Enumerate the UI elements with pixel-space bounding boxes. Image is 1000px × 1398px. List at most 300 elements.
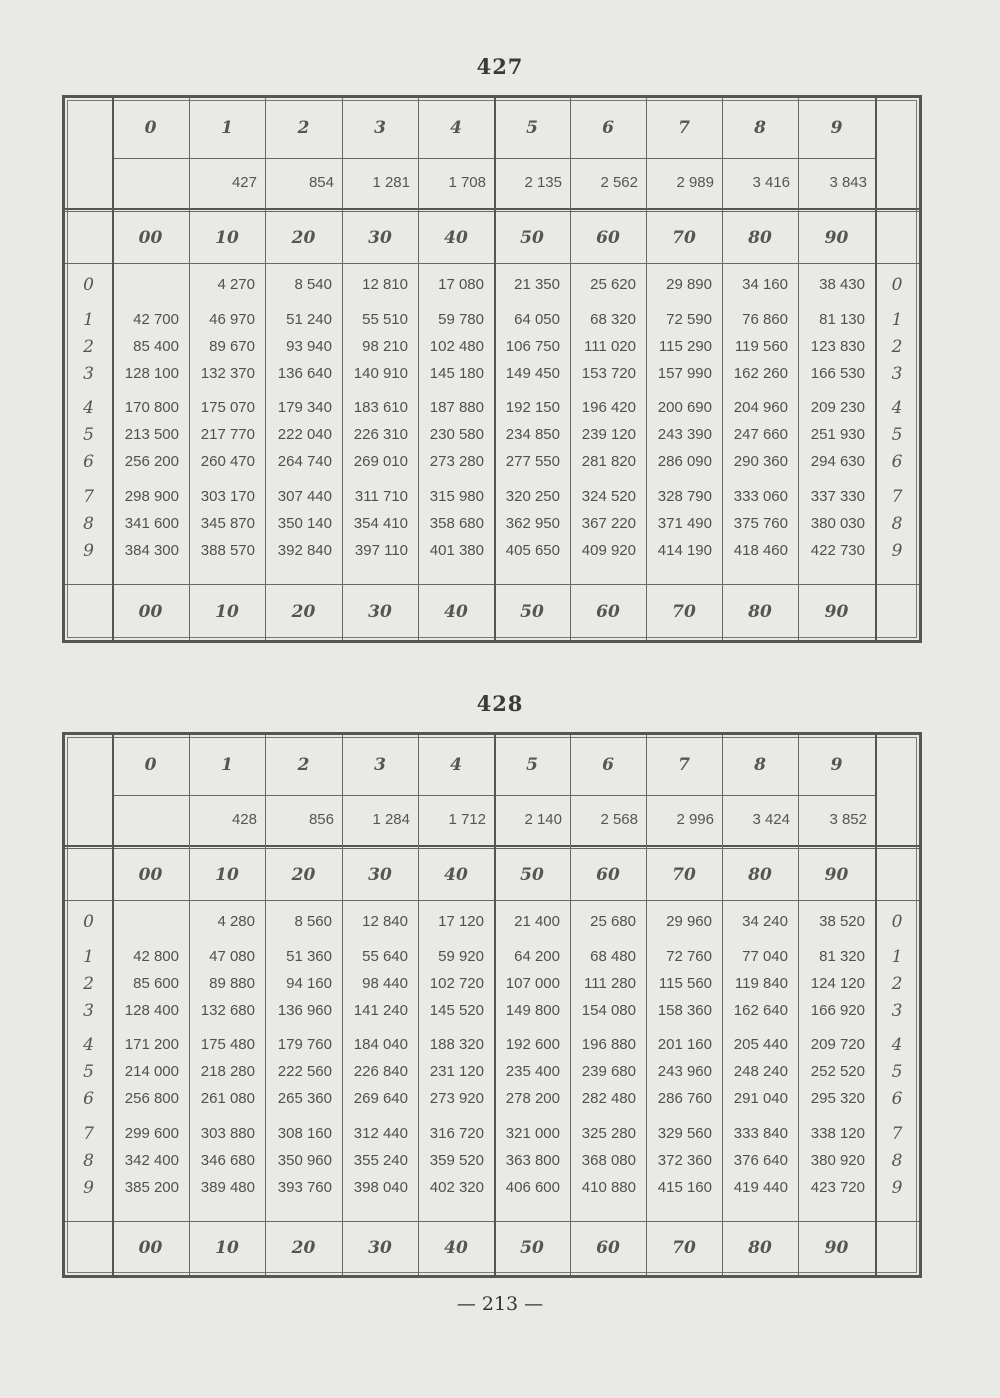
table-cell-value: 264 740	[277, 453, 332, 470]
tens-footer: 30	[368, 1238, 392, 1258]
table-cell-value: 376 640	[733, 1152, 788, 1169]
table-cell-value: 38 430	[819, 276, 865, 293]
table-cell-value: 321 000	[505, 1125, 560, 1142]
row-label-left: 1	[83, 947, 94, 967]
grid-line	[65, 848, 919, 849]
digit-header: 3	[374, 755, 386, 775]
table-cell-value: 380 030	[810, 515, 865, 532]
table-cell-value: 102 480	[429, 338, 484, 355]
table-cell-value: 226 310	[353, 426, 408, 443]
table-cell-value: 59 780	[438, 311, 484, 328]
row-label-right: 2	[891, 974, 903, 994]
table-cell-value: 12 840	[362, 913, 408, 930]
row-label-right: 7	[891, 1124, 903, 1144]
table-cell-value: 89 880	[209, 975, 255, 992]
table-cell-value: 42 800	[133, 948, 179, 965]
table-cell-value: 303 170	[200, 488, 255, 505]
row-label-left: 5	[83, 425, 94, 445]
digit-header: 0	[144, 755, 157, 775]
multiple-value: 428	[231, 811, 257, 828]
table-cell-value: 398 040	[353, 1179, 408, 1196]
table-cell-value: 231 120	[429, 1063, 484, 1080]
table-cell-value: 196 420	[581, 399, 636, 416]
tens-header: 70	[672, 228, 696, 248]
table-cell-value: 115 560	[658, 975, 712, 992]
table-cell-value: 354 410	[353, 515, 408, 532]
digit-header: 7	[678, 118, 690, 138]
table-cell-value: 269 010	[353, 453, 408, 470]
digit-header: 8	[754, 755, 766, 775]
table-cell-value: 295 320	[810, 1090, 865, 1107]
table-cell-value: 355 240	[353, 1152, 408, 1169]
table-cell-value: 128 400	[124, 1002, 179, 1019]
table-cell-value: 368 080	[581, 1152, 636, 1169]
digit-header: 1	[221, 755, 233, 775]
row-label-left: 9	[83, 1178, 94, 1198]
table-cell-value: 47 080	[209, 948, 255, 965]
table-cell-value: 388 570	[200, 542, 255, 559]
table-cell-value: 77 040	[742, 948, 788, 965]
row-label-left: 4	[83, 1035, 94, 1055]
table-cell-value: 363 800	[505, 1152, 560, 1169]
table-cell-value: 213 500	[124, 426, 179, 443]
table-cell-value: 85 400	[133, 338, 179, 355]
table-cell-value: 401 380	[429, 542, 484, 559]
tens-header: 20	[291, 228, 316, 248]
grid-line	[65, 263, 919, 264]
table-cell-value: 325 280	[581, 1125, 636, 1142]
tens-footer: 40	[444, 602, 468, 622]
table-cell-value: 200 690	[657, 399, 712, 416]
table-cell-value: 4 280	[217, 913, 255, 930]
table-cell-value: 102 720	[429, 975, 484, 992]
table-cell-value: 294 630	[810, 453, 865, 470]
table-cell-value: 209 720	[810, 1036, 865, 1053]
table-cell-value: 265 360	[277, 1090, 332, 1107]
table-cell-value: 218 280	[200, 1063, 255, 1080]
row-label-right: 6	[891, 1089, 903, 1109]
tens-header: 70	[672, 865, 696, 885]
table-cell-value: 42 700	[133, 311, 179, 328]
tens-header: 80	[748, 228, 772, 248]
row-label-right: 0	[891, 275, 903, 295]
table-cell-value: 64 050	[514, 311, 560, 328]
row-label-right: 1	[891, 947, 903, 967]
table-cell-value: 324 520	[581, 488, 636, 505]
table-cell-value: 235 400	[505, 1063, 560, 1080]
digit-header: 9	[830, 755, 843, 775]
table-cell-value: 196 880	[581, 1036, 636, 1053]
row-label-left: 7	[83, 487, 94, 507]
row-label-left: 3	[83, 1001, 94, 1021]
row-label-left: 7	[83, 1124, 94, 1144]
table-cell-value: 205 440	[733, 1036, 788, 1053]
row-label-left: 0	[83, 275, 94, 295]
table-cell-value: 21 350	[514, 276, 560, 293]
table-cell-value: 307 440	[277, 488, 332, 505]
table-cell-value: 342 400	[124, 1152, 179, 1169]
table-cell-value: 51 360	[286, 948, 332, 965]
row-label-left: 9	[83, 541, 94, 561]
table-cell-value: 154 080	[581, 1002, 636, 1019]
page-title-428: 428	[476, 691, 524, 716]
row-label-right: 3	[891, 364, 903, 384]
digit-header: 5	[526, 118, 538, 138]
table-cell-value: 72 760	[666, 948, 712, 965]
table-cell-value: 277 550	[505, 453, 560, 470]
row-label-right: 6	[891, 452, 903, 472]
table-cell-value: 402 320	[429, 1179, 484, 1196]
table-cell-value: 140 910	[353, 365, 408, 382]
table-cell-value: 243 390	[657, 426, 712, 443]
multiple-value: 427	[231, 174, 257, 191]
row-label-right: 4	[891, 1035, 903, 1055]
table-cell-value: 423 720	[810, 1179, 865, 1196]
table-cell-value: 124 120	[810, 975, 865, 992]
tens-footer: 80	[748, 1238, 772, 1258]
table-cell-value: 299 600	[124, 1125, 179, 1142]
table-cell-value: 111 280	[584, 975, 636, 992]
row-label-right: 9	[891, 541, 903, 561]
table-cell-value: 132 680	[200, 1002, 255, 1019]
row-label-left: 4	[83, 398, 94, 418]
digit-header: 2	[297, 755, 310, 775]
table-cell-value: 34 240	[742, 913, 788, 930]
table-cell-value: 282 480	[581, 1090, 636, 1107]
multiple-value: 1 281	[372, 174, 410, 191]
table-cell-value: 166 920	[810, 1002, 865, 1019]
table-cell-value: 34 160	[742, 276, 788, 293]
table-cell-value: 350 140	[277, 515, 332, 532]
table-cell-value: 260 470	[200, 453, 255, 470]
digit-header: 8	[754, 118, 766, 138]
row-label-left: 2	[83, 337, 94, 357]
table-cell-value: 247 660	[733, 426, 788, 443]
page-footer: — 213 —	[456, 1293, 544, 1315]
tens-footer: 60	[596, 602, 620, 622]
table-cell-value: 123 830	[810, 338, 865, 355]
grid-line	[65, 211, 919, 212]
table-cell-value: 380 920	[810, 1152, 865, 1169]
table-cell-value: 303 880	[200, 1125, 255, 1142]
table-cell-value: 409 920	[581, 542, 636, 559]
table-cell-value: 367 220	[581, 515, 636, 532]
table-cell-value: 298 900	[124, 488, 179, 505]
tens-header: 40	[444, 865, 468, 885]
multiple-value: 1 708	[448, 174, 486, 191]
multiple-value: 2 989	[676, 174, 714, 191]
table-cell-value: 418 460	[733, 542, 788, 559]
row-label-right: 5	[891, 1062, 903, 1082]
row-label-left: 8	[83, 1151, 94, 1171]
table-cell-value: 375 760	[733, 515, 788, 532]
table-cell-value: 145 180	[429, 365, 484, 382]
table-cell-value: 406 600	[505, 1179, 560, 1196]
row-label-right: 8	[891, 1151, 903, 1171]
table-cell-value: 136 960	[277, 1002, 332, 1019]
row-label-right: 7	[891, 487, 903, 507]
table-cell-value: 59 920	[438, 948, 484, 965]
table-cell-value: 350 960	[277, 1152, 332, 1169]
table-cell-value: 119 560	[734, 338, 788, 355]
row-label-right: 0	[891, 912, 903, 932]
table-cell-value: 234 850	[505, 426, 560, 443]
table-cell-value: 209 230	[810, 399, 865, 416]
table-cell-value: 171 200	[124, 1036, 179, 1053]
table-cell-value: 311 710	[354, 488, 408, 505]
tens-footer: 20	[291, 1238, 316, 1258]
digit-header: 5	[526, 755, 538, 775]
row-label-left: 5	[83, 1062, 94, 1082]
table-cell-value: 145 520	[429, 1002, 484, 1019]
multiple-value	[112, 795, 189, 845]
table-cell-value: 248 240	[733, 1063, 788, 1080]
table-cell-value	[112, 273, 189, 297]
table-cell-value: 389 480	[200, 1179, 255, 1196]
tens-header: 40	[444, 228, 468, 248]
tens-header: 90	[824, 865, 849, 885]
multiplication-table-428	[62, 732, 922, 1278]
table-cell-value: 358 680	[429, 515, 484, 532]
table-cell-value: 111 020	[584, 338, 636, 355]
row-label-right: 2	[891, 337, 903, 357]
table-cell-value: 153 720	[581, 365, 636, 382]
table-cell-value: 81 130	[819, 311, 865, 328]
tens-footer: 10	[215, 1238, 239, 1258]
tens-header: 90	[824, 228, 849, 248]
tens-header: 60	[596, 865, 620, 885]
table-cell-value: 338 120	[810, 1125, 865, 1142]
table-cell-value: 261 080	[200, 1090, 255, 1107]
table-cell-value: 93 940	[286, 338, 332, 355]
table-cell-value: 136 640	[277, 365, 332, 382]
table-cell-value: 243 960	[657, 1063, 712, 1080]
table-cell-value: 55 510	[362, 311, 408, 328]
row-label-left: 3	[83, 364, 94, 384]
tens-footer: 70	[672, 1238, 696, 1258]
digit-header: 6	[602, 118, 614, 138]
table-cell-value: 183 610	[353, 399, 408, 416]
table-cell-value: 64 200	[514, 948, 560, 965]
row-label-left: 6	[83, 452, 94, 472]
table-cell-value: 179 340	[277, 399, 332, 416]
table-cell-value: 29 890	[666, 276, 712, 293]
table-cell-value: 51 240	[286, 311, 332, 328]
digit-header: 1	[221, 118, 233, 138]
table-cell-value: 337 330	[810, 488, 865, 505]
tens-footer: 90	[824, 1238, 849, 1258]
digit-header: 9	[830, 118, 843, 138]
grid-line	[65, 845, 919, 847]
table-cell-value: 128 100	[124, 365, 179, 382]
row-label-right: 8	[891, 514, 903, 534]
table-cell-value: 222 560	[277, 1063, 332, 1080]
table-cell-value: 329 560	[657, 1125, 712, 1142]
table-cell-value	[112, 910, 189, 934]
table-cell-value: 25 680	[590, 913, 636, 930]
table-cell-value: 76 860	[742, 311, 788, 328]
row-label-left: 2	[83, 974, 94, 994]
tens-header: 10	[215, 228, 239, 248]
table-cell-value: 345 870	[200, 515, 255, 532]
table-cell-value: 29 960	[666, 913, 712, 930]
table-cell-value: 286 090	[657, 453, 712, 470]
table-cell-value: 217 770	[200, 426, 255, 443]
table-cell-value: 273 280	[429, 453, 484, 470]
table-cell-value: 17 080	[438, 276, 484, 293]
table-cell-value: 157 990	[657, 365, 712, 382]
multiple-value: 1 284	[372, 811, 410, 828]
row-label-left: 6	[83, 1089, 94, 1109]
digit-header: 4	[450, 118, 462, 138]
table-cell-value: 72 590	[666, 311, 712, 328]
table-cell-value: 46 970	[209, 311, 255, 328]
table-cell-value: 12 810	[362, 276, 408, 293]
table-cell-value: 188 320	[429, 1036, 484, 1053]
table-cell-value: 141 240	[353, 1002, 408, 1019]
table-cell-value: 419 440	[733, 1179, 788, 1196]
multiple-value: 2 996	[676, 811, 714, 828]
table-cell-value: 55 640	[362, 948, 408, 965]
table-cell-value: 68 480	[590, 948, 636, 965]
table-cell-value: 68 320	[590, 311, 636, 328]
table-cell-value: 170 800	[124, 399, 179, 416]
table-cell-value: 115 290	[658, 338, 712, 355]
table-cell-value: 359 520	[429, 1152, 484, 1169]
tens-header: 80	[748, 865, 772, 885]
multiple-value: 3 416	[752, 174, 790, 191]
row-label-left: 0	[83, 912, 94, 932]
table-cell-value: 239 680	[581, 1063, 636, 1080]
table-cell-value: 316 720	[429, 1125, 484, 1142]
table-cell-value: 85 600	[133, 975, 179, 992]
table-cell-value: 393 760	[277, 1179, 332, 1196]
table-cell-value: 312 440	[353, 1125, 408, 1142]
multiple-value: 854	[308, 174, 334, 191]
table-cell-value: 98 440	[362, 975, 408, 992]
table-cell-value: 290 360	[733, 453, 788, 470]
table-cell-value: 371 490	[657, 515, 712, 532]
table-cell-value: 214 000	[124, 1063, 179, 1080]
tens-header: 00	[138, 865, 163, 885]
row-label-left: 1	[83, 310, 94, 330]
tens-header: 30	[368, 228, 392, 248]
table-cell-value: 385 200	[124, 1179, 179, 1196]
digit-header: 7	[678, 755, 690, 775]
tens-footer: 50	[520, 1238, 544, 1258]
row-label-right: 9	[891, 1178, 903, 1198]
row-label-right: 5	[891, 425, 903, 445]
table-cell-value: 149 800	[505, 1002, 560, 1019]
multiple-value: 2 562	[600, 174, 638, 191]
table-cell-value: 175 480	[200, 1036, 255, 1053]
table-cell-value: 226 840	[353, 1063, 408, 1080]
row-label-right: 3	[891, 1001, 903, 1021]
row-label-right: 1	[891, 310, 903, 330]
table-cell-value: 8 560	[294, 913, 332, 930]
table-cell-value: 239 120	[581, 426, 636, 443]
table-cell-value: 362 950	[505, 515, 560, 532]
digit-header: 6	[602, 755, 614, 775]
table-cell-value: 158 360	[657, 1002, 712, 1019]
table-cell-value: 8 540	[294, 276, 332, 293]
table-cell-value: 278 200	[505, 1090, 560, 1107]
tens-header: 60	[596, 228, 620, 248]
table-cell-value: 291 040	[733, 1090, 788, 1107]
table-cell-value: 17 120	[438, 913, 484, 930]
table-cell-value: 179 760	[277, 1036, 332, 1053]
table-cell-value: 346 680	[200, 1152, 255, 1169]
table-cell-value: 414 190	[657, 542, 712, 559]
table-cell-value: 256 800	[124, 1090, 179, 1107]
digit-header: 2	[297, 118, 310, 138]
row-label-right: 4	[891, 398, 903, 418]
multiple-value: 3 852	[829, 811, 867, 828]
tens-header: 00	[138, 228, 163, 248]
tens-footer: 40	[444, 1238, 468, 1258]
table-cell-value: 89 670	[209, 338, 255, 355]
table-cell-value: 132 370	[200, 365, 255, 382]
multiple-value: 856	[308, 811, 334, 828]
multiple-value: 2 135	[524, 174, 562, 191]
table-cell-value: 25 620	[590, 276, 636, 293]
table-cell-value: 281 820	[581, 453, 636, 470]
digit-header: 4	[450, 755, 462, 775]
table-cell-value: 256 200	[124, 453, 179, 470]
tens-footer: 00	[138, 1238, 163, 1258]
table-cell-value: 333 060	[733, 488, 788, 505]
table-cell-value: 273 920	[429, 1090, 484, 1107]
table-cell-value: 308 160	[277, 1125, 332, 1142]
table-cell-value: 201 160	[657, 1036, 712, 1053]
table-cell-value: 222 040	[277, 426, 332, 443]
table-cell-value: 106 750	[505, 338, 560, 355]
table-cell-value: 415 160	[657, 1179, 712, 1196]
tens-footer: 70	[672, 602, 696, 622]
multiple-value	[112, 158, 189, 208]
tens-header: 10	[215, 865, 239, 885]
table-cell-value: 94 160	[286, 975, 332, 992]
table-cell-value: 384 300	[124, 542, 179, 559]
table-cell-value: 252 520	[810, 1063, 865, 1080]
table-cell-value: 251 930	[810, 426, 865, 443]
table-cell-value: 187 880	[429, 399, 484, 416]
multiple-value: 1 712	[448, 811, 486, 828]
tens-footer: 30	[368, 602, 392, 622]
table-cell-value: 119 840	[734, 975, 788, 992]
digit-header: 3	[374, 118, 386, 138]
table-cell-value: 166 530	[810, 365, 865, 382]
row-label-left: 8	[83, 514, 94, 534]
grid-line	[65, 900, 919, 901]
multiple-value: 3 424	[752, 811, 790, 828]
table-cell-value: 81 320	[819, 948, 865, 965]
table-cell-value: 98 210	[362, 338, 408, 355]
tens-header: 30	[368, 865, 392, 885]
tens-header: 50	[520, 865, 544, 885]
table-cell-value: 204 960	[733, 399, 788, 416]
tens-footer: 60	[596, 1238, 620, 1258]
table-cell-value: 192 150	[505, 399, 560, 416]
table-cell-value: 328 790	[657, 488, 712, 505]
multiple-value: 3 843	[829, 174, 867, 191]
table-cell-value: 333 840	[733, 1125, 788, 1142]
table-cell-value: 107 000	[505, 975, 560, 992]
tens-header: 50	[520, 228, 544, 248]
table-cell-value: 175 070	[200, 399, 255, 416]
multiplication-table-427	[62, 95, 922, 643]
table-cell-value: 286 760	[657, 1090, 712, 1107]
